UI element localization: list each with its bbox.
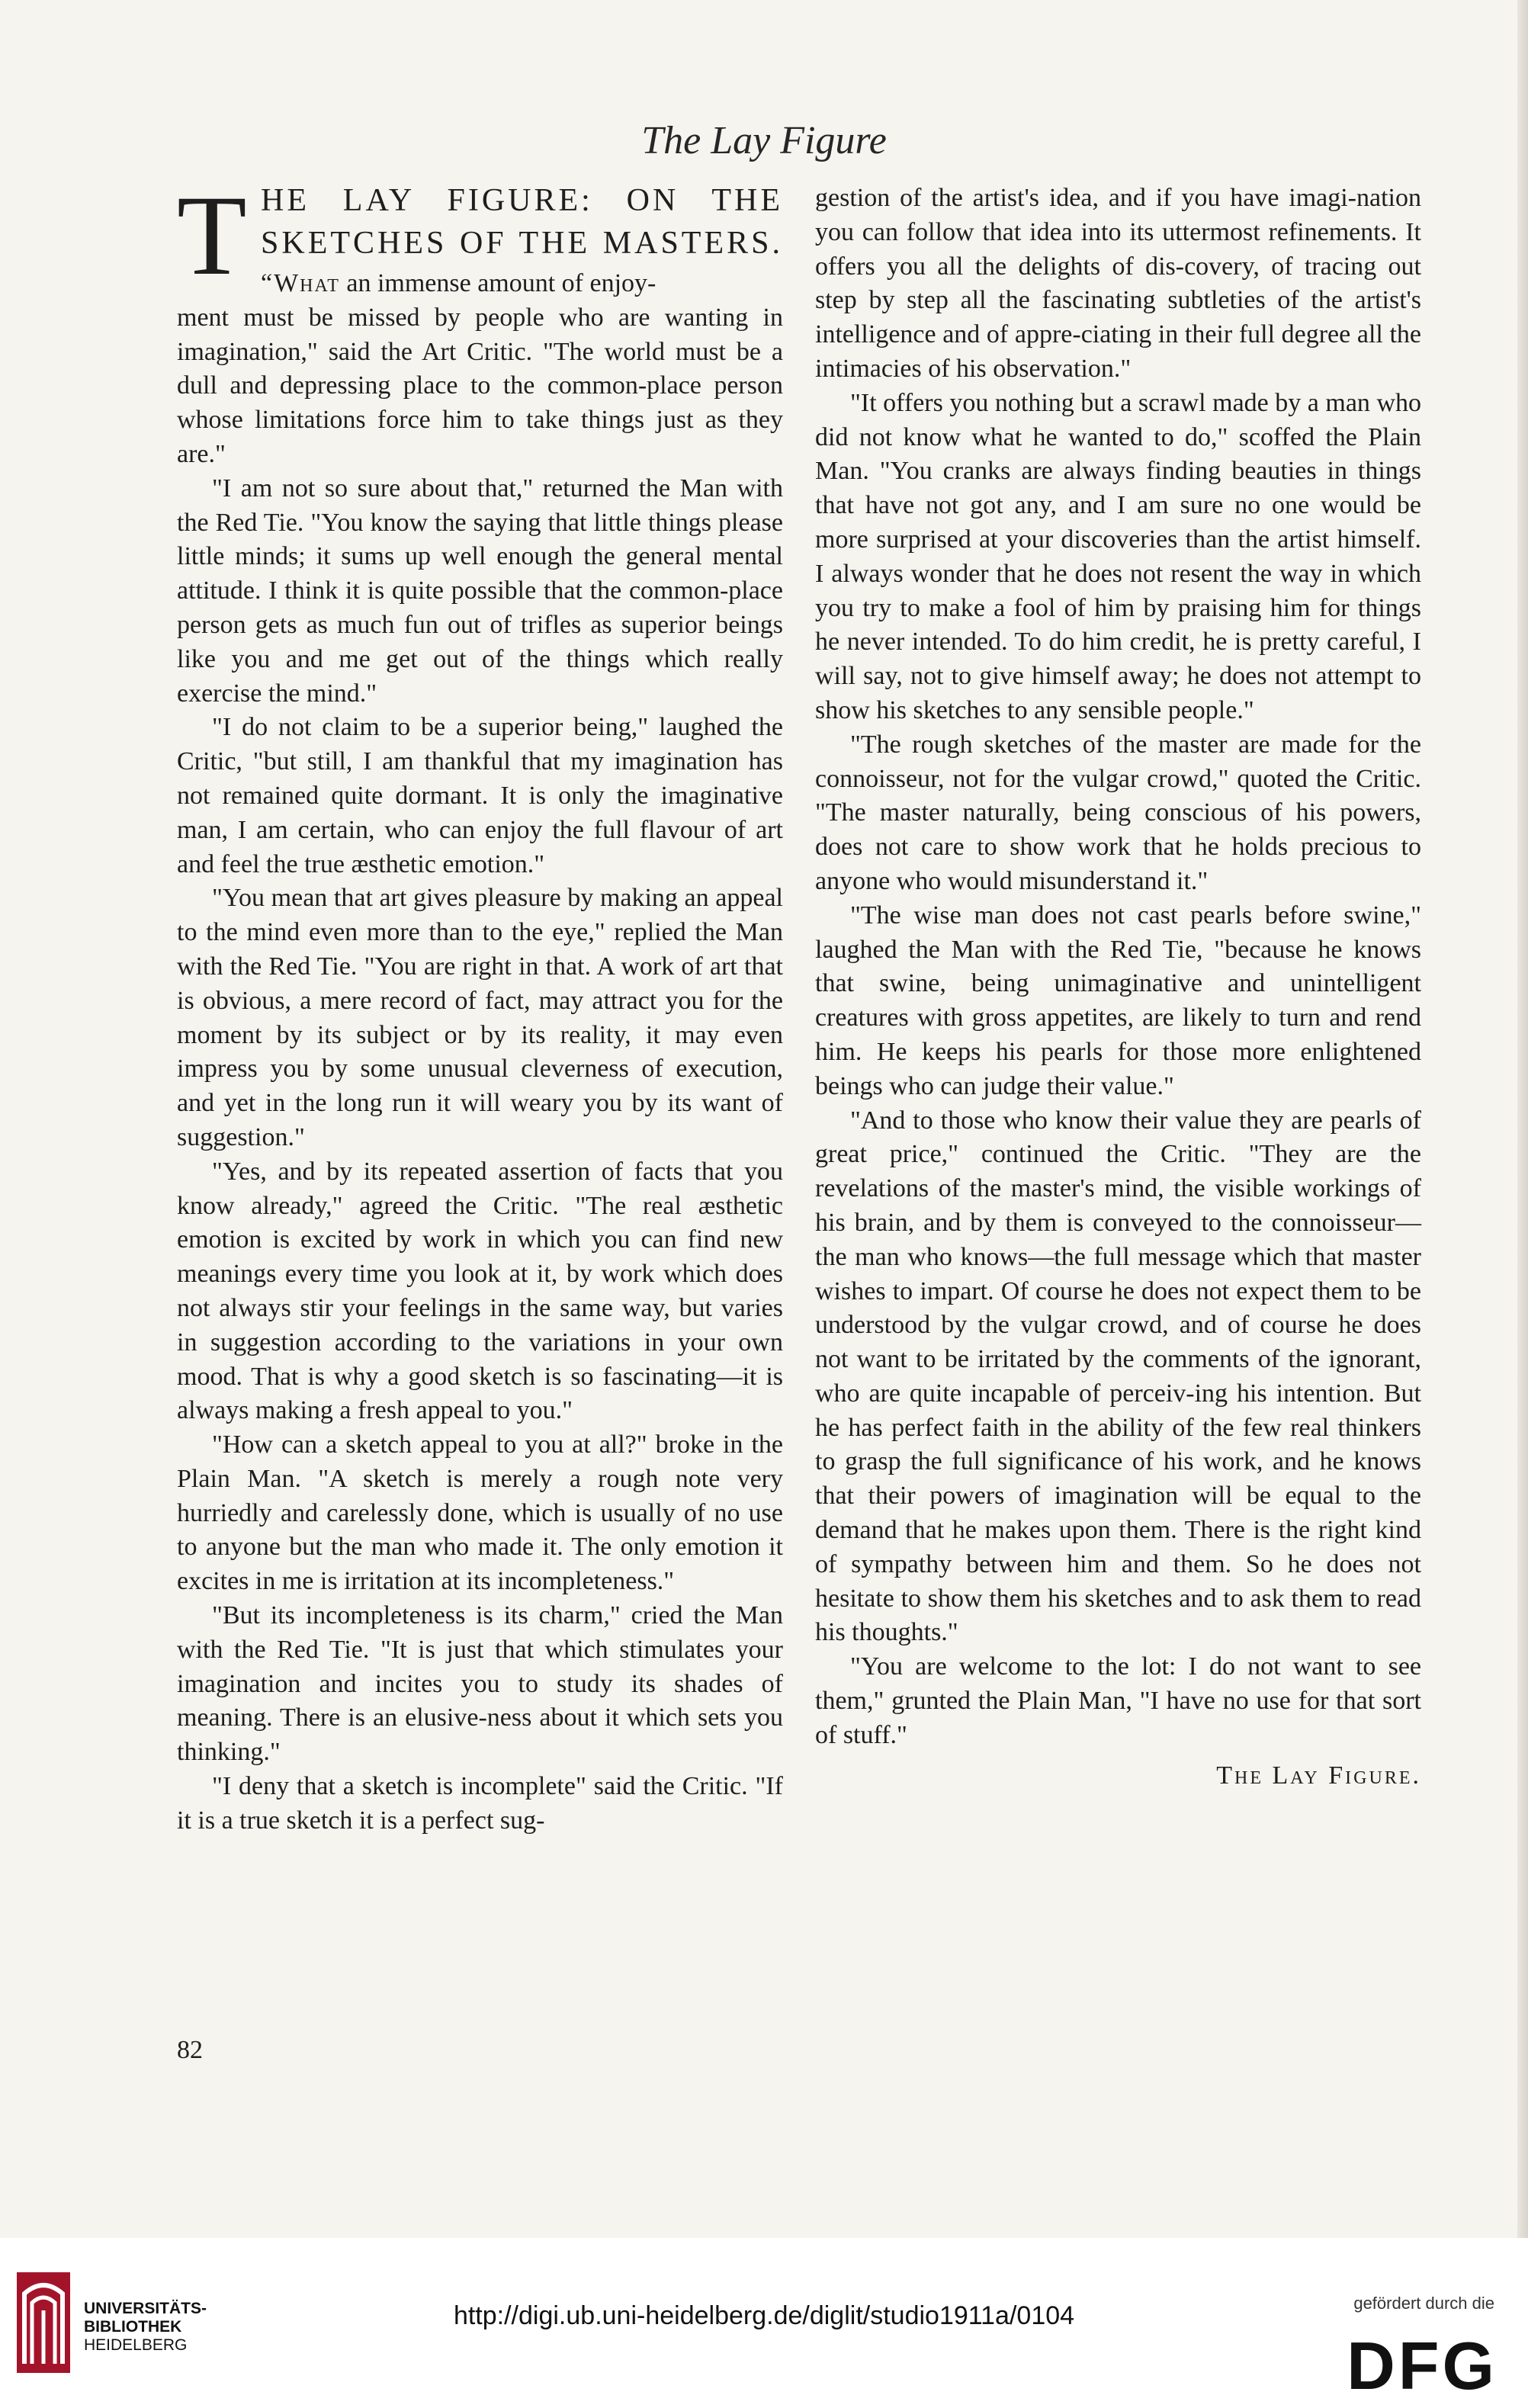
institution-line-3: HEIDELBERG	[84, 2336, 188, 2354]
running-head: The Lay Figure	[641, 119, 887, 162]
first-line-text: an immense amount of enjoy-	[339, 269, 656, 297]
page-number: 82	[177, 2036, 203, 2064]
paragraph: "Yes, and by its repeated assertion of facts that you know already," agreed the Critic. "The real æsthetic emotion is excited by work in which you can find new meanings every time you look at it, by work which does not always stir your feelings in the same way, but varies in suggestion according to the variations in your own mood. That is why a good sketch is so fascinating—it is always making a fresh appeal to you."	[177, 1157, 783, 1425]
first-paragraph-start: “What an immense amount of enjoy-	[261, 269, 656, 297]
paragraph: "The wise man does not cast pearls before swine," laughed the Man with the Red Tie, "because he knows that swine, being unimaginative and unintelligent creatures with gross appetites, are likely to turn and rend him. He keeps his pearls for those more enlightened beings who can judge their value."	[815, 901, 1421, 1100]
paragraph: gestion of the artist's idea, and if you have imagi-nation you can follow that idea into its uttermost refinements. It offers you all the delights of dis-covery, of tracing out step by step all the fascinating subtleties of the artist's intelligence and of appre-ciating in their full degree all the intimacies of his observation."	[815, 184, 1421, 383]
paragraph: "I do not claim to be a superior being," laughed the Critic, "but still, I am thankful that my imagination has not remained quite dormant. It is only the imaginative man, I am certain, who can enjoy the full flavour of art and feel the true æsthetic emotion."	[177, 713, 783, 878]
paragraph: ment must be missed by people who are wanting in imagination," said the Art Critic. "The world must be a dull and depressing place to the common-place person whose limitations force him to take things just as they are."	[177, 303, 783, 468]
author-signature: The Lay Figure.	[1216, 1761, 1421, 1790]
paragraph: "I am not so sure about that," returned the Man with the Red Tie. "You know the saying that little things please little minds; it sums up well enough the general mental attitude. I think it is quite possible that the common-place person gets as much fun out of trifles as superior beings like you and me get out of the things which really exercise the mind."	[177, 474, 783, 708]
paragraph: "You are welcome to the lot: I do not want to see them," grunted the Plain Man, "I have no use for that sort of stuff."	[815, 1652, 1421, 1749]
dfg-logo: DFG	[1347, 2328, 1498, 2403]
headline-line-1: HE LAY FIGURE: ON THE	[261, 183, 783, 218]
institution-line-1: UNIVERSITÄTS-	[84, 2300, 207, 2317]
paragraph: "It offers you nothing but a scrawl made by a man who did not know what he wanted to do," scoffed the Plain Man. "You cranks are always finding beauties in things that have not got any, and I am sure no one would be more surprised at your discoveries than the artist himself. I always wonder that he does not resent the way in which you try to make a fool of him by praising him for things he never intended. To do him credit, he is pretty careful, I will say, not to give himself away; he does not attempt to show his sketches to any sensible people."	[815, 388, 1421, 724]
sponsor-label: gefördert durch die	[1353, 2294, 1494, 2313]
headline-line-2: SKETCHES OF THE MASTERS.	[261, 226, 783, 261]
paragraph: "And to those who know their value they are pearls of great price," continued the Critic. "They are the revelations of the master's mind, the visible workings of his brain, and by them is conveyed to the connoisseur—the man who knows—the full message which that master wishes to impart. Of course he does not expect them to be understood by the vulgar crowd, and of course he does not want to be irritated by the comments of the ignorant, who are quite incapable of perceiv-ing his intention. But he has perfect faith in the ability of the few real thinkers to grasp the full significance of his work, and he knows that their powers of imagination will be equal to the demand that he makes upon them. There is the right kind of sympathy between him and them. So he does not hesitate to show them his sketches and to ask them to read his thoughts."	[815, 1106, 1421, 1647]
paragraph: "You mean that art gives pleasure by making an appeal to the mind even more than to the eye," replied the Man with the Red Tie. "You are right in that. A work of art that is obvious, a mere record of fact, may attract you for the moment by its subject or by its reality, it may even impress you by some unusual cleverness of execution, and yet in the long run it will weary you by its want of suggestion."	[177, 884, 783, 1151]
permalink-url[interactable]: http://digi.ub.uni-heidelberg.de/diglit/studio1911a/0104	[453, 2301, 1075, 2330]
page-edge	[1517, 0, 1528, 2238]
right-column	[815, 181, 1421, 1793]
paragraph: "The rough sketches of the master are made for the connoisseur, not for the vulgar crowd," quoted the Critic. "The master naturally, being conscious of his powers, does not care to show work that he holds precious to anyone who would misunderstand it."	[815, 730, 1421, 895]
left-column	[177, 172, 783, 1838]
first-word: What	[274, 269, 340, 297]
institution-line-2: BIBLIOTHEK	[84, 2318, 182, 2336]
drop-cap: T	[177, 172, 247, 299]
paragraph: "But its incompleteness is its charm," cried the Man with the Red Tie. "It is just that which stimulates your imagination and incites you to study its shades of meaning. There is an elusive-ness about it which sets you thinking."	[177, 1601, 783, 1767]
article-headline	[177, 172, 783, 299]
paragraph: "How can a sketch appeal to you at all?" broke in the Plain Man. "A sketch is merely a rough note very hurriedly and carelessly done, which is usually of no use to anyone but the man who made it. The only emotion it excites in me is irritation at its incompleteness."	[177, 1430, 783, 1596]
paragraph: "I deny that a sketch is incomplete" said the Critic. "If it is a true sketch it is a perfect sug-	[177, 1772, 783, 1835]
